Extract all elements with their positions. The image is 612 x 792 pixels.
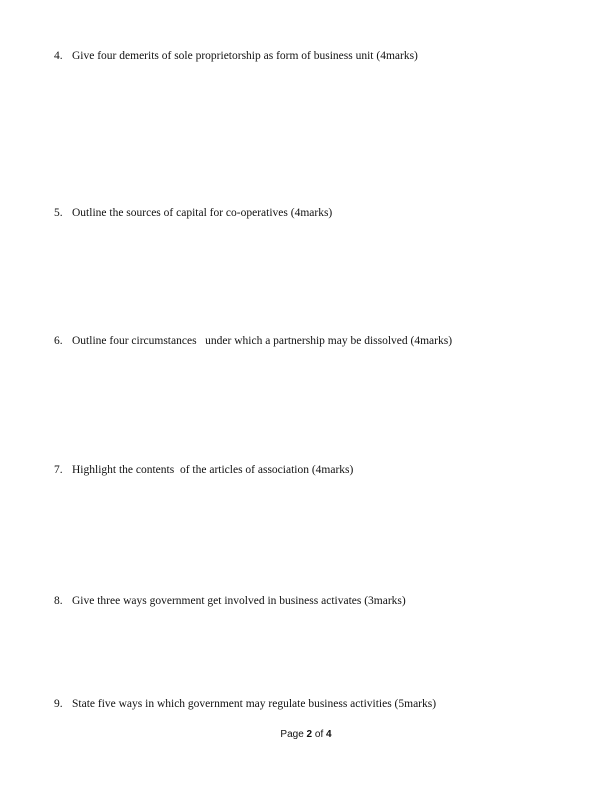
question-5 — [54, 206, 332, 220]
question-number: 6. — [54, 335, 63, 347]
question-text: Outline the sources of capital for co-operatives (4marks) — [72, 207, 333, 219]
question-number: 4. — [54, 50, 63, 62]
question-8 — [54, 594, 406, 608]
current-page-number: 2 — [306, 729, 313, 740]
page-label: Page — [280, 729, 304, 740]
question-6 — [54, 334, 452, 348]
question-text: Highlight the contents of the articles of association (4marks) — [72, 464, 354, 476]
question-text: State five ways in which government may regulate business activities (5marks) — [72, 698, 437, 710]
question-4 — [54, 49, 418, 63]
of-label: of — [314, 729, 324, 740]
question-text: Give four demerits of sole proprietorship as form of business unit (4marks) — [72, 50, 418, 62]
question-number: 8. — [54, 595, 63, 607]
question-9 — [54, 697, 436, 711]
question-number: 9. — [54, 698, 63, 710]
question-number: 5. — [54, 207, 63, 219]
question-7 — [54, 463, 353, 477]
question-text: Give three ways government get involved in business activates (3marks) — [72, 595, 406, 607]
page-footer — [0, 729, 612, 740]
total-pages-number: 4 — [326, 729, 332, 740]
question-number: 7. — [54, 464, 63, 476]
question-text: Outline four circumstances under which a partnership may be dissolved (4marks) — [72, 335, 453, 347]
